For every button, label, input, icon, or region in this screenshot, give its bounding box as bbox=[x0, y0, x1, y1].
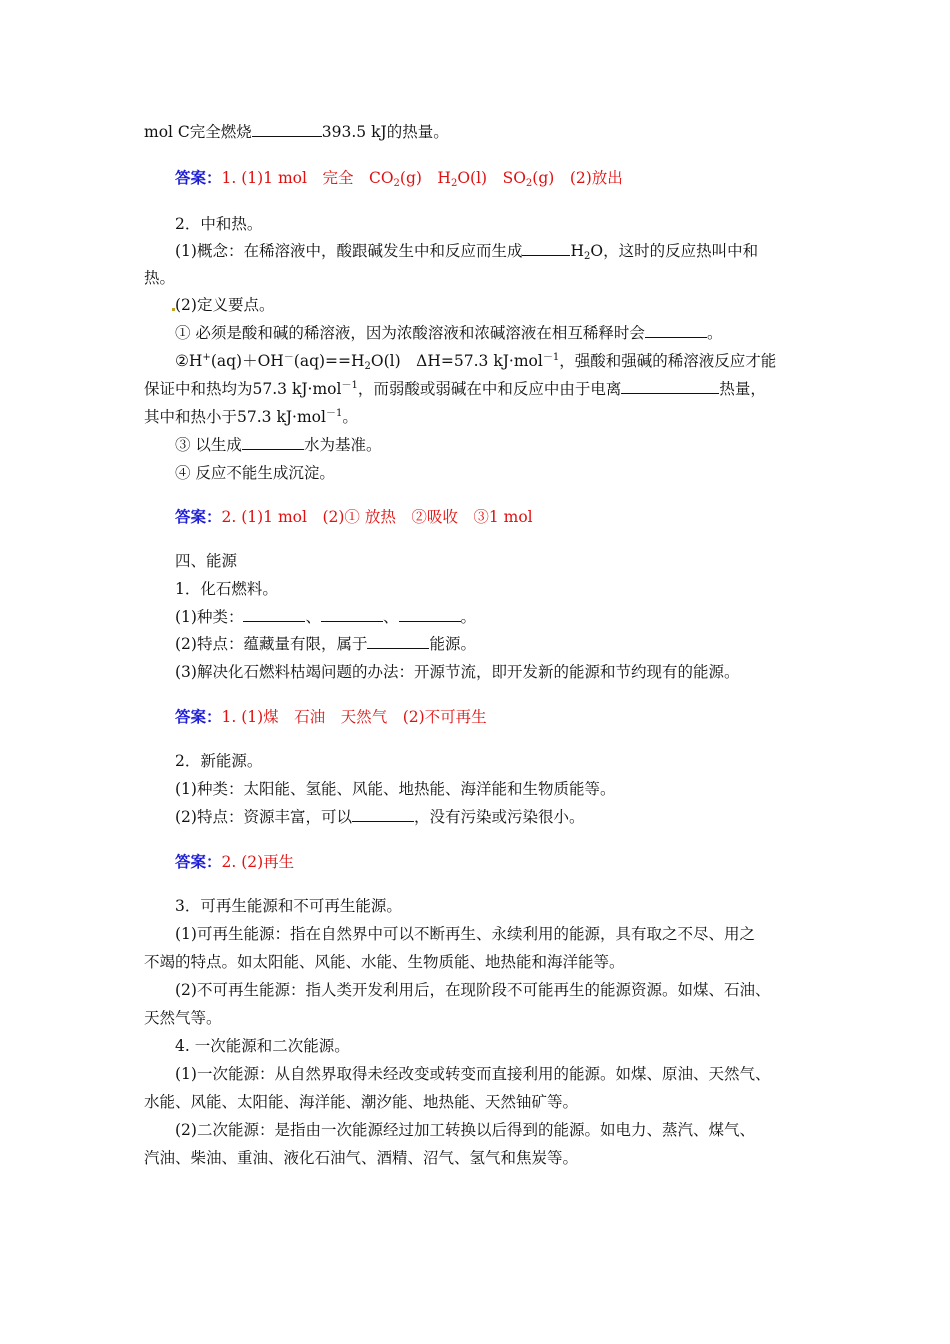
answer-line bbox=[175, 852, 294, 872]
text-line: (1)一次能源：从自然界取得未经改变或转变而直接利用的能源。如煤、原油、天然气、 bbox=[175, 1065, 771, 1083]
fill-blank[interactable] bbox=[243, 607, 305, 622]
text-line: ① 必须是酸和碱的稀溶液，因为浓酸溶液和浓碱溶液在相互稀释时会 。 bbox=[175, 324, 723, 342]
text-line: (1)种类：太阳能、氢能、风能、地热能、海洋能和生物质能等。 bbox=[175, 780, 616, 798]
subsection-heading: 2．新能源。 bbox=[175, 752, 263, 770]
section-heading: 2．中和热。 bbox=[175, 215, 263, 233]
answer-label: 答案： bbox=[175, 168, 222, 187]
fill-blank[interactable] bbox=[522, 241, 570, 256]
answer-line bbox=[175, 168, 623, 188]
subsection-heading: 1．化石燃料。 bbox=[175, 580, 278, 598]
text-line: (2)不可再生能源：指人类开发利用后，在现阶段不可能再生的能源资源。如煤、石油、 bbox=[175, 981, 771, 999]
subsection-heading: 4. 一次能源和二次能源。 bbox=[175, 1037, 350, 1055]
fill-blank[interactable] bbox=[242, 435, 304, 450]
answer-label: 答案： bbox=[175, 507, 222, 526]
answer-label: 答案： bbox=[175, 707, 222, 726]
text-line: 天然气等。 bbox=[144, 1009, 222, 1027]
text-line: ④ 反应不能生成沉淀。 bbox=[175, 464, 335, 482]
text-line: (2)特点：蕴藏量有限，属于 能源。 bbox=[175, 635, 476, 653]
section-heading: 四、能源 bbox=[175, 552, 238, 570]
text-line: ③ 以生成 水为基准。 bbox=[175, 436, 382, 454]
text-line: (2)特点：资源丰富，可以 ，没有污染或污染很小。 bbox=[175, 808, 585, 826]
text-line bbox=[144, 122, 449, 142]
answer-text: 1. (1)煤 石油 天然气 (2)不可再生 bbox=[221, 708, 487, 726]
answer-label: 答案： bbox=[175, 852, 222, 871]
text-line: (1)可再生能源：指在自然界中可以不断再生、永续利用的能源，具有取之不尽、用之 bbox=[175, 925, 755, 943]
answer-line bbox=[175, 707, 487, 727]
fill-blank[interactable] bbox=[645, 323, 707, 338]
answer-text: 1. (1)1 mol 完全 $CO_2(g)$ $H_2O(l)$ $SO_2(g)$ (2)放出 bbox=[221, 169, 623, 189]
answer-text: 2. (2)再生 bbox=[221, 853, 295, 871]
text-line: 热。 bbox=[144, 269, 176, 287]
fill-blank[interactable] bbox=[621, 379, 719, 394]
answer-line bbox=[175, 507, 533, 527]
text: 393.5 kJ的热量。 bbox=[321, 123, 449, 141]
text-line: 保证中和热均为57.3 kJ·mol$^{-1}$，而弱酸或弱碱在中和反应中由于电离 热量， bbox=[144, 380, 766, 398]
fill-blank[interactable] bbox=[352, 807, 414, 822]
text-line: $②H^+(aq)+OH^-(aq)==H_2O(l)$ ΔH=57.3 kJ·mol$^{-1}$，强酸和强碱的稀溶液反应才能 bbox=[175, 352, 777, 372]
fill-blank[interactable] bbox=[321, 607, 383, 622]
fill-blank[interactable] bbox=[399, 607, 461, 622]
answer-text: 2. (1)1 mol (2)① 放热 ②吸收 ③1 mol bbox=[221, 508, 533, 526]
text-line: 汽油、柴油、重油、液化石油气、酒精、沼气、氢气和焦炭等。 bbox=[144, 1149, 579, 1167]
text-line: (2)定义要点。 bbox=[175, 296, 275, 314]
fill-blank[interactable] bbox=[367, 634, 429, 649]
subsection-heading: 3．可再生能源和不可再生能源。 bbox=[175, 897, 402, 915]
text-line: (3)解决化石燃料枯竭问题的办法：开源节流，即开发新的能源和节约现有的能源。 bbox=[175, 663, 740, 681]
text-line: (2)二次能源：是指由一次能源经过加工转换以后得到的能源。如电力、蒸汽、煤气、 bbox=[175, 1121, 755, 1139]
text-line: 不竭的特点。如太阳能、风能、水能、生物质能、地热能和海洋能等。 bbox=[144, 953, 625, 971]
text-line: (1)概念：在稀溶液中，酸跟碱发生中和反应而生成 $H_2O$，这时的反应热叫中和 bbox=[175, 242, 759, 262]
text-line: (1)种类： 、 、 。 bbox=[175, 608, 477, 626]
text: mol C完全燃烧 bbox=[144, 123, 252, 141]
text-line: 水能、风能、太阳能、海洋能、潮汐能、地热能、天然铀矿等。 bbox=[144, 1093, 579, 1111]
text-line: 其中和热小于57.3 kJ·mol$^{-1}$。 bbox=[144, 408, 358, 426]
fill-blank[interactable] bbox=[252, 122, 322, 137]
